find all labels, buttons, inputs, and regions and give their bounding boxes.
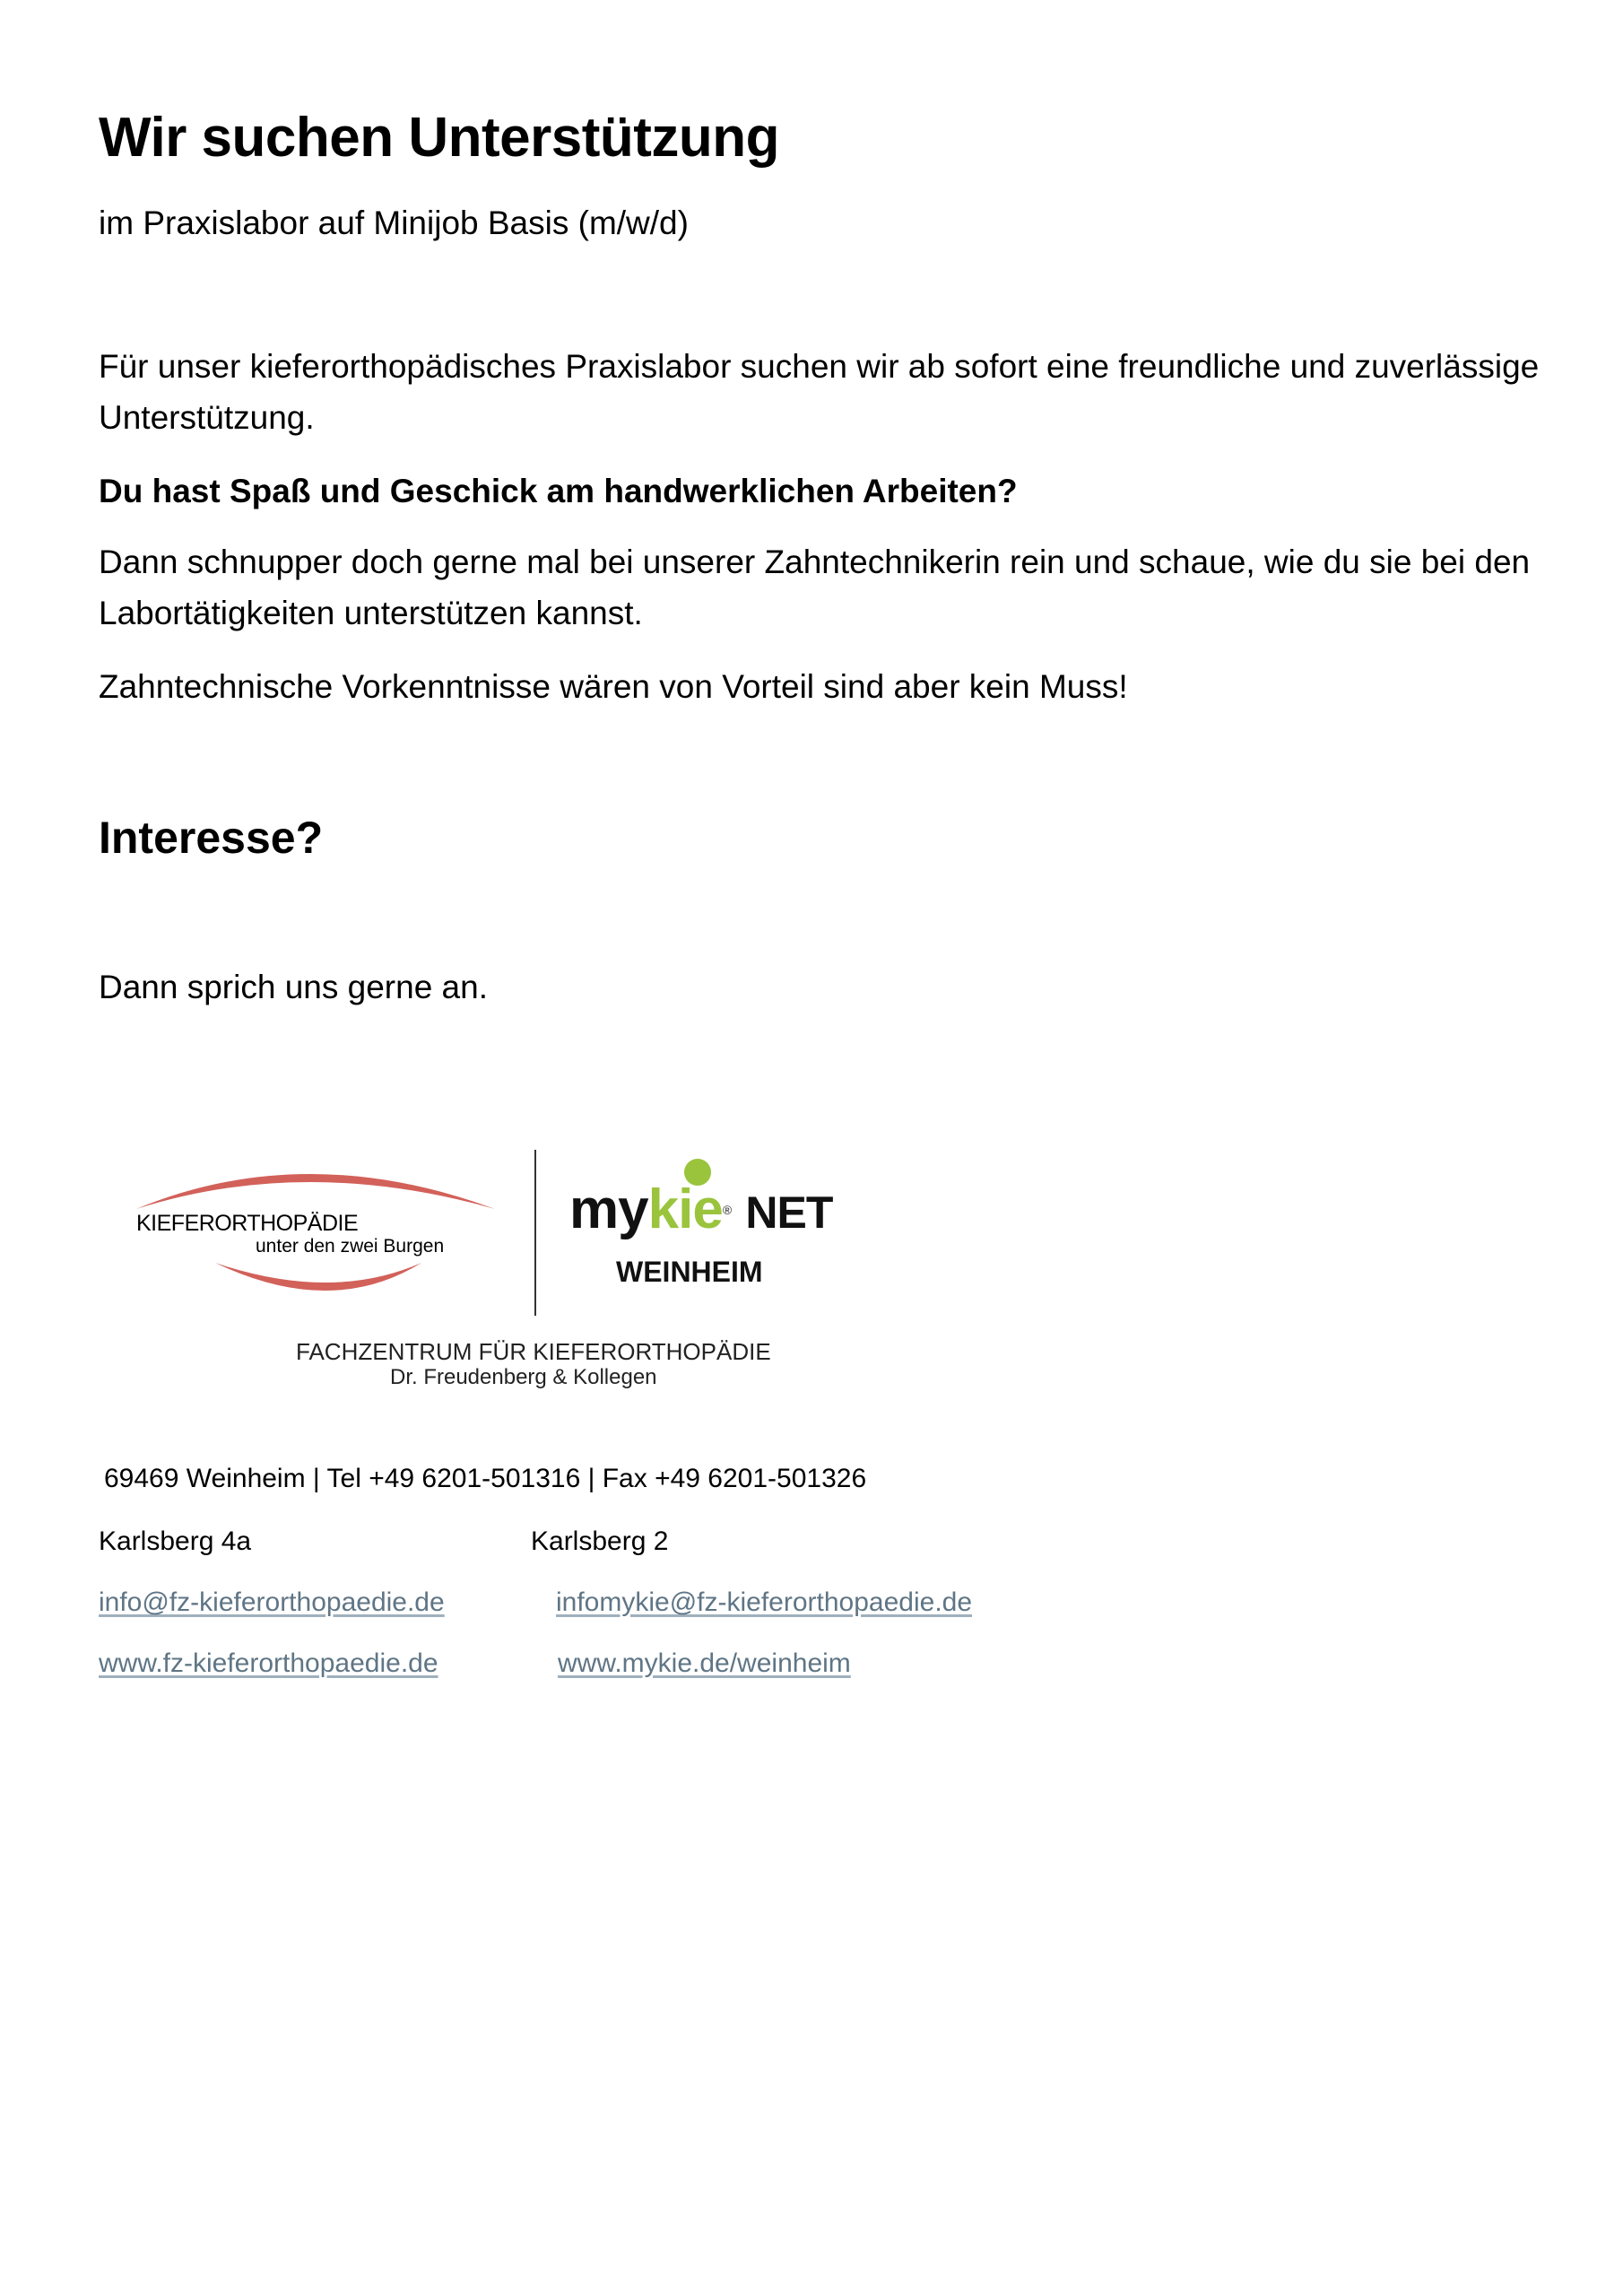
- mykie-logo: [569, 1157, 838, 1309]
- street-left: Karlsberg 4a: [99, 1526, 252, 1556]
- website-link-left[interactable]: www.fz-kieferorthopaedie.de: [99, 1648, 438, 1678]
- mykie-city: WEINHEIM: [616, 1256, 763, 1288]
- kfo-logo-line2: unter den zwei Burgen: [256, 1236, 445, 1257]
- mykie-net: NET: [745, 1187, 833, 1238]
- logo-caption-line1: FACHZENTRUM FÜR KIEFERORTHOPÄDIE: [296, 1338, 771, 1365]
- email-link-right[interactable]: infomykie@fz-kieferorthopaedie.de: [556, 1587, 973, 1617]
- logo-block: [126, 1148, 861, 1417]
- street-right: Karlsberg 2: [531, 1526, 669, 1556]
- intro-paragraph: Für unser kieferorthopädisches Praxislabor suchen wir ab sofort eine freundliche und zuverlässige Unterstützung.: [99, 348, 1540, 436]
- invite-paragraph: Dann schnupper doch gerne mal bei unserer Zahntechnikerin rein und schaue, wie du sie bei den Labortätigkeiten unterstützen kannst.: [99, 544, 1531, 631]
- cta-heading: Interesse?: [99, 813, 324, 863]
- mykie-my: my: [569, 1178, 648, 1240]
- page-subtitle: im Praxislabor auf Minijob Basis (m/w/d): [99, 204, 689, 241]
- logo-caption-line2: Dr. Freudenberg & Kollegen: [390, 1365, 657, 1389]
- mykie-registered: ®: [722, 1203, 732, 1217]
- email-link-left[interactable]: info@fz-kieferorthopaedie.de: [99, 1587, 445, 1617]
- page-title: Wir suchen Unterstützung: [99, 107, 780, 169]
- kfo-logo-line1: KIEFERORTHOPÄDIE: [136, 1211, 359, 1236]
- question-paragraph: Du hast Spaß und Geschick am handwerklichen Arbeiten?: [99, 473, 1018, 509]
- note-paragraph: Zahntechnische Vorkenntnisse wären von Vorteil sind aber kein Muss!: [99, 668, 1128, 705]
- logo-divider: [534, 1150, 536, 1316]
- kfo-logo: [126, 1148, 502, 1318]
- cta-text: Dann sprich uns gerne an.: [99, 969, 488, 1005]
- address-line: 69469 Weinheim | Tel +49 6201-501316 | Fax +49 6201-501326: [104, 1464, 867, 1493]
- website-link-right[interactable]: www.mykie.de/weinheim: [558, 1648, 851, 1678]
- mykie-kie: kie: [647, 1178, 723, 1240]
